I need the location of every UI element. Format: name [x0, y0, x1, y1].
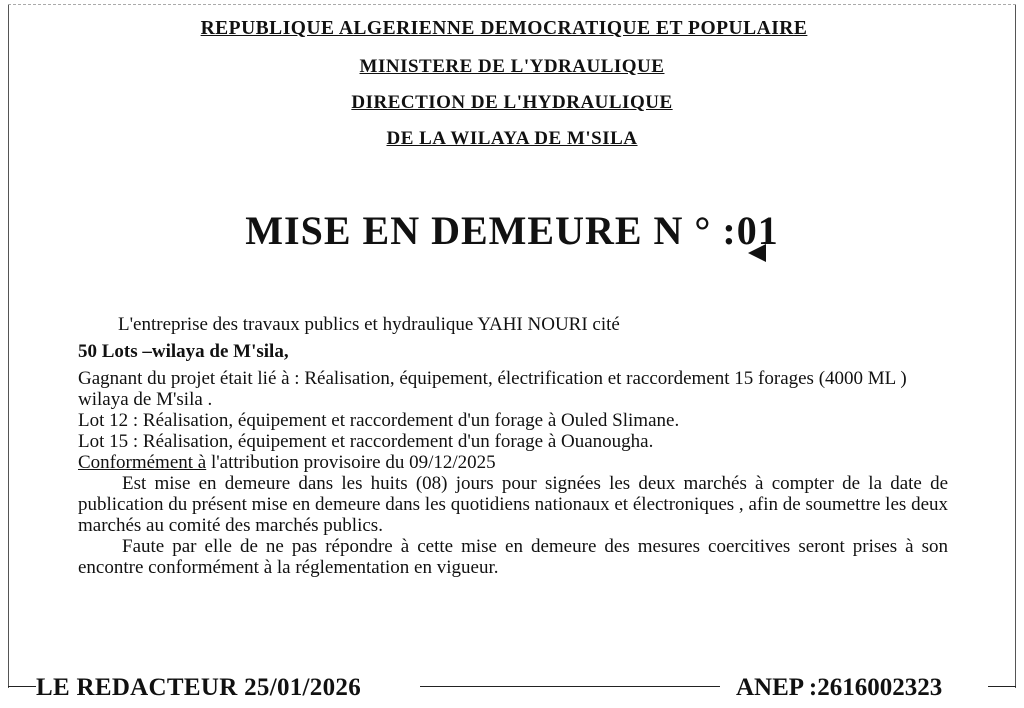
- footer-anep: ANEP :2616002323: [736, 674, 943, 701]
- address-line: 50 Lots –wilaya de M'sila,: [78, 341, 289, 362]
- footer-redacteur: LE REDACTEUR 25/01/2026: [36, 674, 361, 701]
- header-wilaya: DE LA WILAYA DE M'SILA: [386, 128, 638, 149]
- demeure-paragraph: Est mise en demeure dans les huits (08) jours pour signées les deux marchés à compter de la date de publication du présent mise en demeure dans les quotidiens nationaux et électroniques , afin de soumettre les deux marchés au comité des marchés publics.: [78, 473, 948, 536]
- conformity-paragraph: [78, 452, 948, 473]
- lot15-paragraph: Lot 15 : Réalisation, équipement et raccordement d'un forage à Ouanougha.: [78, 431, 654, 452]
- footer-rule-right: [988, 686, 1016, 687]
- footer-rule-middle: [420, 686, 720, 687]
- faute-paragraph: Faute par elle de ne pas répondre à cette mise en demeure des mesures coercitives seront prises à son encontre conformément à la réglementation en vigueur.: [78, 536, 948, 578]
- frame-top-edge: [8, 4, 1016, 5]
- intro-paragraph: L'entreprise des travaux publics et hydraulique YAHI NOURI cité: [118, 314, 620, 335]
- conformity-text: l'attribution provisoire du 09/12/2025: [206, 452, 496, 473]
- header-republic: REPUBLIQUE ALGERIENNE DEMOCRATIQUE ET POPULAIRE: [200, 18, 808, 39]
- project-paragraph: Gagnant du projet était lié à : Réalisation, équipement, électrification et raccordement 15 forages (4000 ML ) wilaya de M'sila .: [78, 368, 907, 410]
- conformity-label: Conformément à: [78, 452, 207, 473]
- header-direction: DIRECTION DE L'HYDRAULIQUE: [351, 92, 673, 113]
- document-footer: [0, 676, 1024, 706]
- arrow-left-icon: [748, 244, 766, 262]
- document-body: [78, 314, 948, 578]
- header-ministry: MINISTERE DE L'YDRAULIQUE: [359, 56, 665, 77]
- lot12-paragraph: Lot 12 : Réalisation, équipement et raccordement d'un forage à Ouled Slimane.: [78, 410, 680, 431]
- document-title: MISE EN DEMEURE N ° :01: [245, 208, 779, 253]
